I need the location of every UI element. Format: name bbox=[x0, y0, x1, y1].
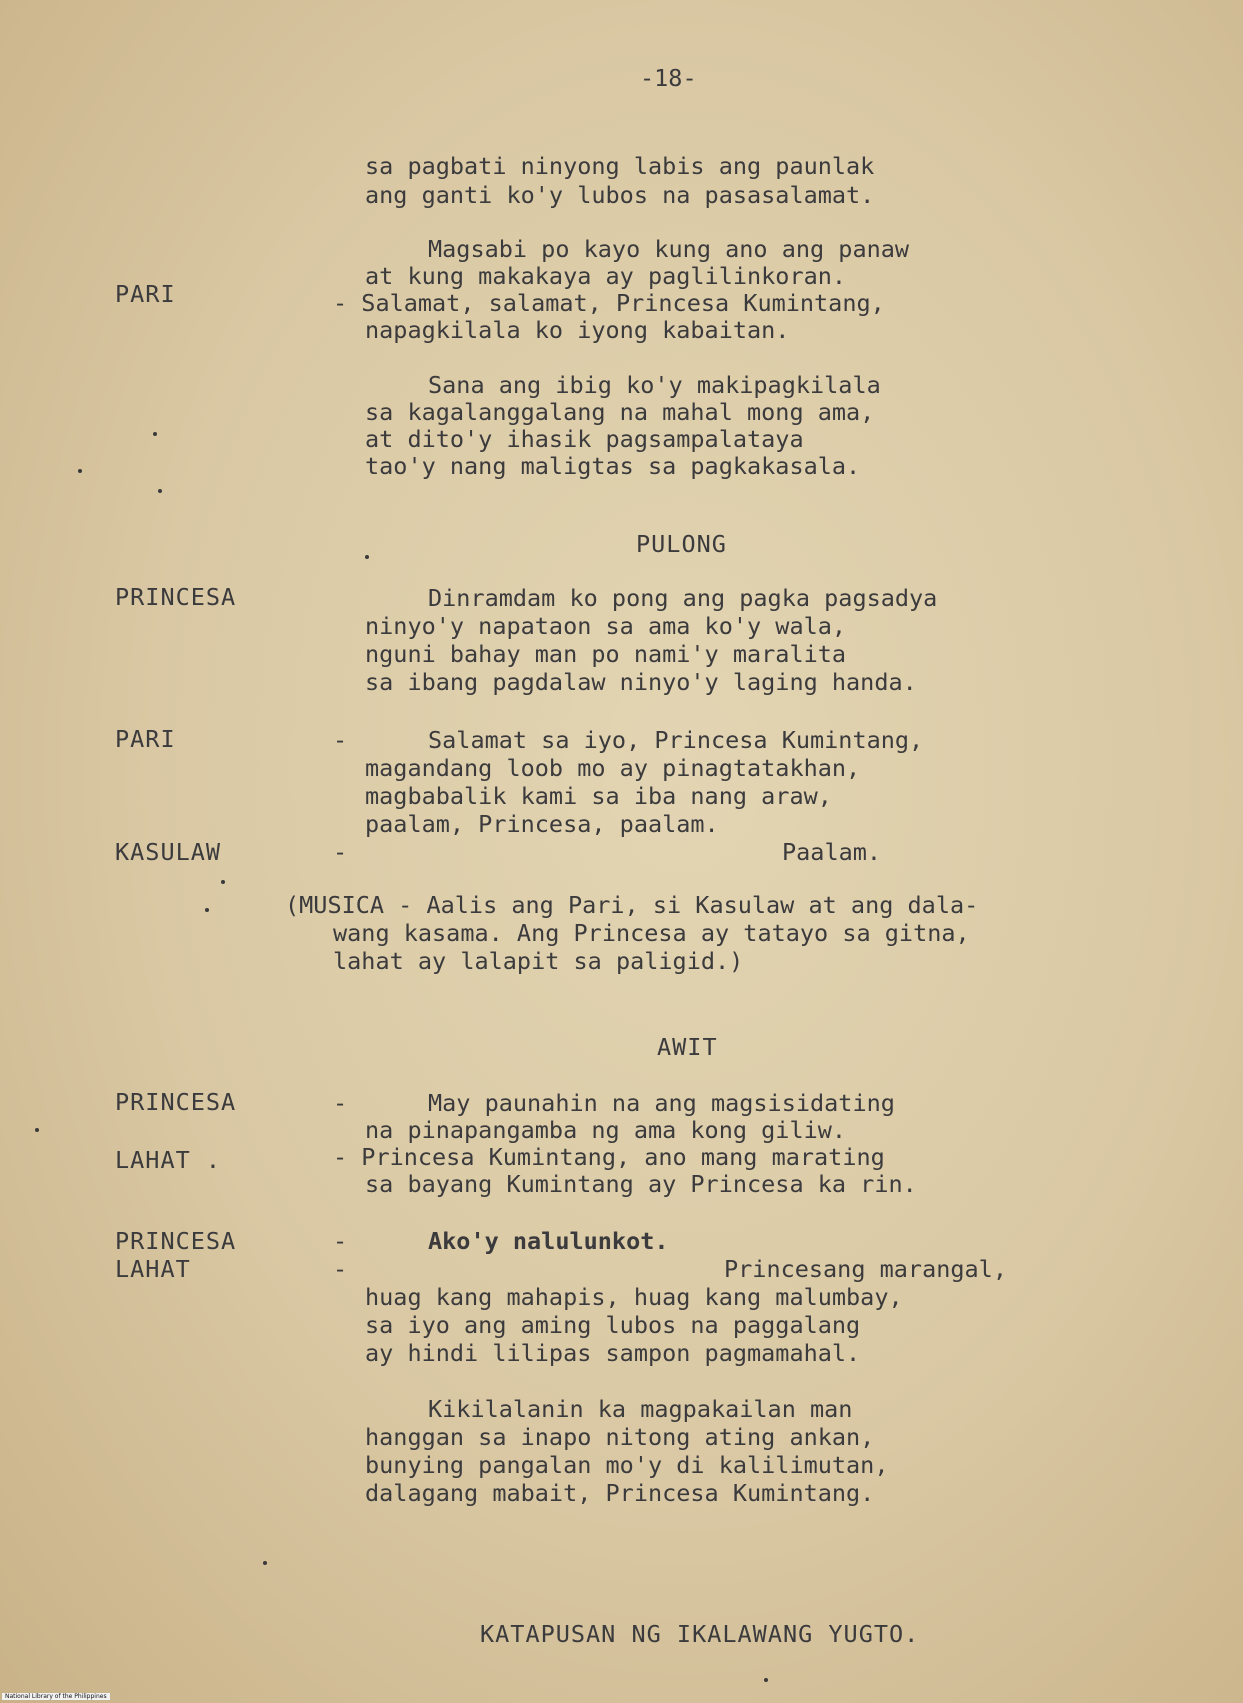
speaker-kasulaw: KASULAW bbox=[115, 838, 222, 866]
speaker-pari: PARI bbox=[115, 725, 176, 753]
verse-line: sa ibang pagdalaw ninyo'y laging handa. bbox=[365, 668, 917, 696]
verse-line: hanggan sa inapo nitong ating ankan, bbox=[365, 1423, 875, 1451]
verse-line: Paalam. bbox=[782, 838, 882, 866]
page-number: -18- bbox=[640, 64, 697, 92]
verse-line: dalagang mabait, Princesa Kumintang. bbox=[365, 1479, 875, 1507]
verse-line: at dito'y ihasik pagsampalataya bbox=[365, 425, 804, 453]
verse-line: sa kagalanggalang na mahal mong ama, bbox=[365, 398, 875, 426]
verse-line: at kung makakaya ay paglilinkoran. bbox=[365, 262, 847, 290]
speaker-lahat: LAHAT bbox=[115, 1255, 191, 1283]
ink-speck bbox=[221, 880, 225, 884]
verse-line: ang ganti ko'y lubos na pasasalamat. bbox=[365, 181, 875, 209]
speaker-lahat: LAHAT . bbox=[115, 1146, 222, 1174]
dialogue-dash: - bbox=[333, 1255, 348, 1283]
verse-line: napagkilala ko iyong kabaitan. bbox=[365, 316, 790, 344]
verse-line: nguni bahay man po nami'y maralita bbox=[365, 640, 847, 668]
verse-line: Ako'y nalulunkot. bbox=[428, 1227, 669, 1255]
verse-line: Dinramdam ko pong ang pagka pagsadya bbox=[428, 584, 938, 612]
dialogue-dash: - bbox=[333, 1227, 348, 1255]
verse-line: Magsabi po kayo kung ano ang panaw bbox=[428, 235, 910, 263]
verse-line: Princesang marangal, bbox=[724, 1255, 1007, 1283]
verse-line: magandang loob mo ay pinagtatakhan, bbox=[365, 754, 861, 782]
speaker-princesa: PRINCESA bbox=[115, 583, 237, 611]
verse-line: tao'y nang maligtas sa pagkakasala. bbox=[365, 452, 861, 480]
verse-line: sa iyo ang aming lubos na paggalang bbox=[365, 1311, 861, 1339]
stage-direction: wang kasama. Ang Princesa ay tatayo sa gitna, bbox=[333, 919, 970, 947]
library-credit: National Library of the Philippines bbox=[2, 1693, 110, 1700]
verse-line: - Salamat, salamat, Princesa Kumintang, bbox=[333, 289, 885, 317]
verse-line: - Princesa Kumintang, ano mang marating bbox=[333, 1143, 885, 1171]
ink-speck bbox=[263, 1561, 267, 1565]
ink-speck bbox=[205, 908, 209, 912]
ink-speck bbox=[764, 1678, 768, 1682]
dialogue-dash: - bbox=[333, 726, 348, 754]
dialogue-dash: - bbox=[333, 838, 348, 866]
verse-line: Salamat sa iyo, Princesa Kumintang, bbox=[428, 726, 924, 754]
ink-speck bbox=[153, 432, 157, 436]
stage-direction: (MUSICA - Aalis ang Pari, si Kasulaw at ang dala- bbox=[285, 891, 979, 919]
speaker-princesa: PRINCESA bbox=[115, 1088, 237, 1116]
ink-speck bbox=[35, 1128, 39, 1132]
verse-line: ay hindi lilipas sampon pagmamahal. bbox=[365, 1339, 861, 1367]
act-end-text: KATAPUSAN NG IKALAWANG YUGTO. bbox=[480, 1620, 920, 1648]
verse-line: Sana ang ibig ko'y makipagkilala bbox=[428, 371, 881, 399]
verse-line: paalam, Princesa, paalam. bbox=[365, 810, 719, 838]
verse-line: ninyo'y napataon sa ama ko'y wala, bbox=[365, 612, 847, 640]
ink-speck bbox=[365, 555, 369, 559]
verse-line: sa pagbati ninyong labis ang paunlak bbox=[365, 152, 875, 180]
stage-direction: lahat ay lalapit sa paligid.) bbox=[333, 947, 744, 975]
dialogue-dash: - bbox=[333, 1089, 348, 1117]
verse-line: sa bayang Kumintang ay Princesa ka rin. bbox=[365, 1170, 917, 1198]
section-heading-pulong: PULONG bbox=[636, 530, 727, 558]
verse-line: May paunahin na ang magsisidating bbox=[428, 1089, 895, 1117]
verse-line: huag kang mahapis, huag kang malumbay, bbox=[365, 1283, 903, 1311]
ink-speck bbox=[78, 469, 82, 473]
section-heading-awit: AWIT bbox=[657, 1033, 718, 1061]
speaker-pari: PARI bbox=[115, 280, 176, 308]
speaker-princesa: PRINCESA bbox=[115, 1227, 237, 1255]
verse-line: Kikilalanin ka magpakailan man bbox=[428, 1395, 853, 1423]
verse-line: magbabalik kami sa iba nang araw, bbox=[365, 782, 832, 810]
ink-speck bbox=[158, 489, 162, 493]
verse-line: bunying pangalan mo'y di kalilimutan, bbox=[365, 1451, 889, 1479]
verse-line: na pinapangamba ng ama kong giliw. bbox=[365, 1116, 847, 1144]
